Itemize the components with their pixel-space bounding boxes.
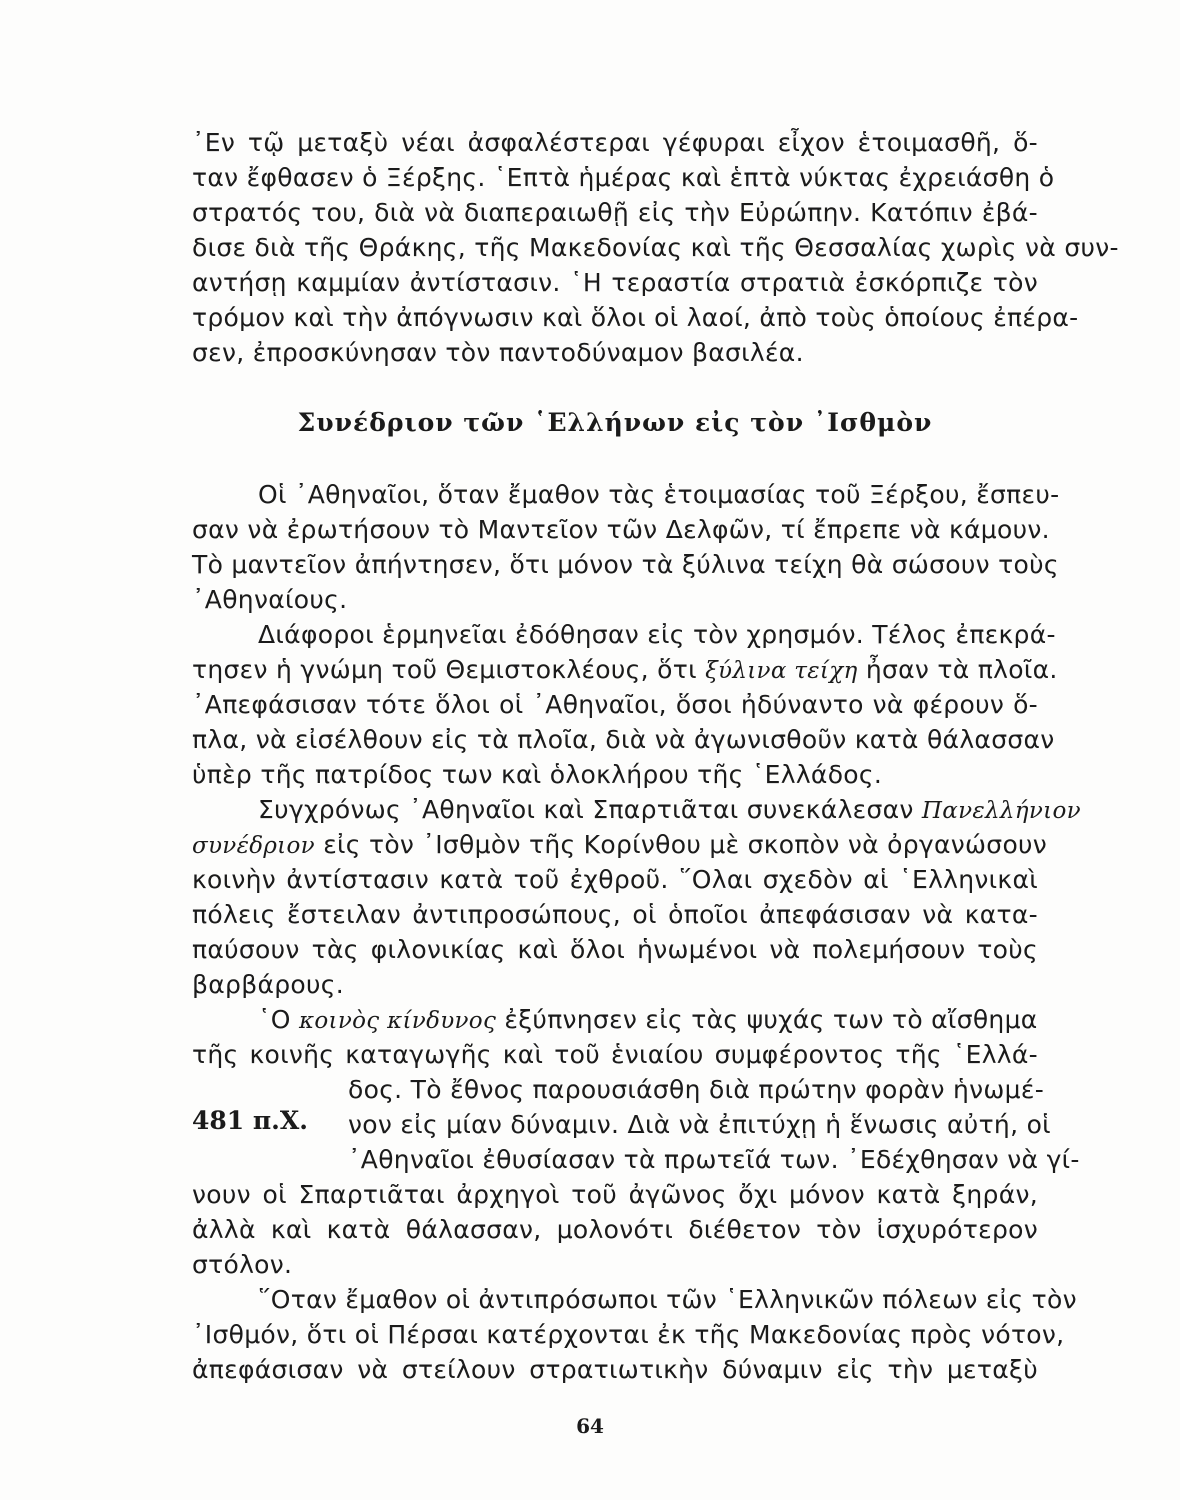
margin-date: 481 π.Χ. (192, 1106, 308, 1135)
text-span: εἰς τὸν ᾿Ισθμὸν τῆς Κορίνθου μὲ σκοπὸν νὰ ὀργανώσουν (323, 830, 1048, 859)
paragraph-line (192, 828, 1048, 863)
section-heading: Συνέδριον τῶν ῾Ελλήνων εἰς τὸν ᾿Ισθμὸν (297, 408, 933, 437)
text-span: Συγχρόνως ᾿Αθηναῖοι καὶ Σπαρτιᾶται συνεκάλεσαν (258, 795, 914, 824)
intro-line: ᾿Εν τῷ μεταξὺ νέαι ἀσφαλέστεραι γέφυραι εἶχον ἑτοιμασθῆ, ὅ- (192, 128, 1038, 157)
text-span: τησεν ἡ γνώμη τοῦ Θεμιστοκλέους, ὅτι (192, 655, 697, 684)
paragraph-line: Οἱ ᾿Αθηναῖοι, ὅταν ἔμαθον τὰς ἑτοιμασίας τοῦ Ξέρξου, ἔσπευ- (258, 480, 1060, 509)
paragraph-line: ᾿Απεφάσισαν τότε ὅλοι οἱ ᾿Αθηναῖοι, ὅσοι ἠδύναντο νὰ φέρουν ὅ- (192, 690, 1038, 719)
paragraph-line: πόλεις ἔστειλαν ἀντιπροσώπους, οἱ ὁποῖοι ἀπεφάσισαν νὰ κατα- (192, 900, 1038, 929)
paragraph-line: ᾿Αθηναῖοι ἐθυσίασαν τὰ πρωτεῖά των. ᾿Εδέχθησαν νὰ γί- (348, 1145, 1080, 1174)
text-span: ἐξύπνησεν εἰς τὰς ψυχάς των τὸ αἴσθημα (504, 1005, 1038, 1034)
paragraph-line: στόλον. (192, 1250, 293, 1279)
paragraph-line: ὑπὲρ τῆς πατρίδος των καὶ ὁλοκλήρου τῆς ῾Ελλάδος. (192, 760, 883, 789)
paragraph-line: ἀλλὰ καὶ κατὰ θάλασσαν, μολονότι διέθετον τὸν ἰσχυρότερον (192, 1215, 1038, 1244)
intro-line: αντήσῃ καμμίαν ἀντίστασιν. ῾Η τεραστία στρατιὰ ἐσκόρπιζε τὸν (192, 268, 1038, 297)
text-span: ἦσαν τὰ πλοῖα. (865, 655, 1058, 684)
intro-line: τρόμον καὶ τὴν ἀπόγνωσιν καὶ ὅλοι οἱ λαοί, ἀπὸ τοὺς ὁποίους ἐπέρα- (192, 303, 1079, 332)
paragraph-line (258, 1003, 1038, 1038)
text-span: ῾Ο (258, 1005, 291, 1034)
paragraph-line: νουν οἱ Σπαρτιᾶται ἀρχηγοὶ τοῦ ἀγῶνος ὄχι μόνον κατὰ ξηράν, (192, 1180, 1038, 1209)
paragraph-line: τῆς κοινῆς καταγωγῆς καὶ τοῦ ἑνιαίου συμφέροντος τῆς ῾Ελλά- (192, 1040, 1038, 1069)
intro-line: δισε διὰ τῆς Θράκης, τῆς Μακεδονίας καὶ τῆς Θεσσαλίας χωρὶς νὰ συν- (192, 233, 1119, 262)
emphasis-text: κοινὸς κίνδυνος (299, 1008, 497, 1034)
paragraph-line: παύσουν τὰς φιλονικίας καὶ ὅλοι ἡνωμένοι νὰ πολεμήσουν τοὺς (192, 935, 1038, 964)
emphasis-text: συνέδριον (192, 833, 315, 859)
paragraph-line: ᾿Ισθμόν, ὅτι οἱ Πέρσαι κατέρχονται ἐκ τῆς Μακεδονίας πρὸς νότον, (192, 1320, 1065, 1349)
paragraph-line: ῞Οταν ἔμαθον οἱ ἀντιπρόσωποι τῶν ῾Ελληνικῶν πόλεων εἰς τὸν (258, 1285, 1077, 1314)
paragraph-line: Τὸ μαντεῖον ἀπήντησεν, ὅτι μόνον τὰ ξύλινα τείχη θὰ σώσουν τοὺς (192, 550, 1059, 579)
intro-line: σεν, ἐπροσκύνησαν τὸν παντοδύναμον βασιλέα. (192, 338, 804, 367)
paragraph-line: ᾿Αθηναίους. (192, 585, 348, 614)
paragraph-line: δος. Τὸ ἔθνος παρουσιάσθη διὰ πρώτην φορὰν ἡνωμέ- (348, 1075, 1045, 1104)
intro-line: ταν ἔφθασεν ὁ Ξέρξης. ῾Επτὰ ἡμέρας καὶ ἑπτὰ νύκτας ἐχρειάσθη ὁ (192, 163, 1055, 192)
paragraph-line (258, 793, 1081, 828)
paragraph-line: πλα, νὰ εἰσέλθουν εἰς τὰ πλοῖα, διὰ νὰ ἀγωνισθοῦν κατὰ θάλασσαν (192, 725, 1055, 754)
paragraph-line: Διάφοροι ἑρμηνεῖαι ἐδόθησαν εἰς τὸν χρησμόν. Τέλος ἐπεκρά- (258, 620, 1056, 649)
page-number: 64 (576, 1414, 604, 1438)
paragraph-line: νον εἰς μίαν δύναμιν. Διὰ νὰ ἐπιτύχῃ ἡ ἕνωσις αὐτή, οἱ (348, 1110, 1051, 1139)
paragraph-line: ἀπεφάσισαν νὰ στείλουν στρατιωτικὴν δύναμιν εἰς τὴν μεταξὺ (192, 1355, 1038, 1384)
intro-line: στρατός του, διὰ νὰ διαπεραιωθῇ εἰς τὴν Εὐρώπην. Κατόπιν ἐβά- (192, 198, 1038, 227)
paragraph-line (192, 653, 1058, 688)
paragraph-line: κοινὴν ἀντίστασιν κατὰ τοῦ ἐχθροῦ. ῞Ολαι σχεδὸν αἱ ῾Ελληνικαὶ (192, 865, 1038, 894)
paragraph-line: βαρβάρους. (192, 970, 344, 999)
paragraph-line: σαν νὰ ἐρωτήσουν τὸ Μαντεῖον τῶν Δελφῶν, τί ἔπρεπε νὰ κάμουν. (192, 515, 1050, 544)
emphasis-text: Πανελλήνιον (921, 798, 1081, 824)
emphasis-text: ξύλινα τείχη (705, 658, 858, 684)
